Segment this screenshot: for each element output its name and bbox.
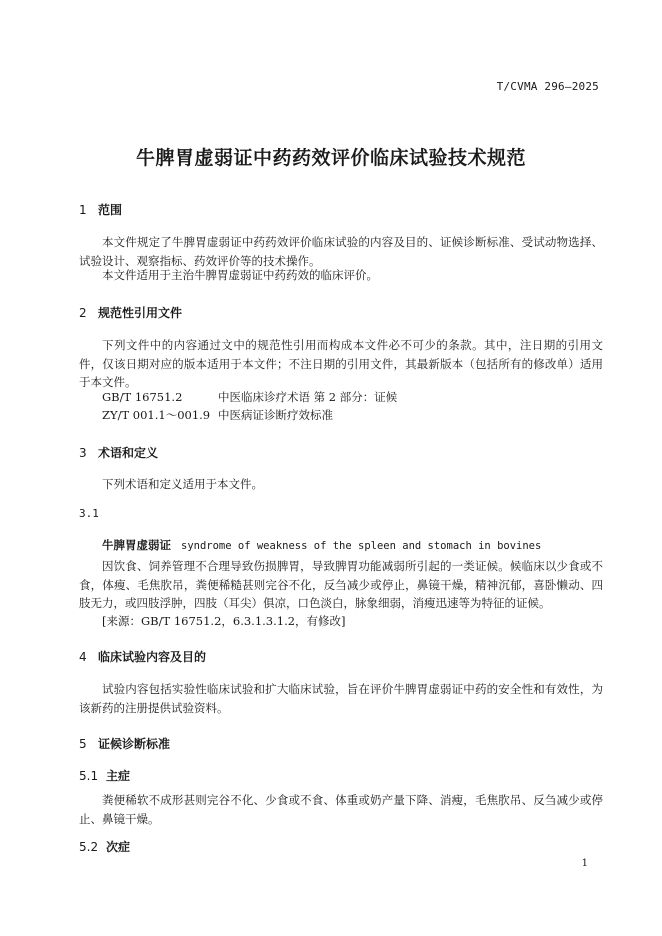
section-3-heading [79,444,158,461]
section-5-1-heading [79,767,130,784]
term-source: [来源：GB/T 16751.2，6.3.1.3.1.2，有修改] [102,614,346,628]
section-5-heading [79,735,170,752]
section-4-paragraph-1: 试验内容包括实验性临床试验和扩大临床试验，旨在评价牛脾胃虚弱证中药的安全性和有效性，为该新药的注册提供试验资料。 [79,682,603,715]
section-number: 5.1 [79,769,99,783]
section-number: 1 [79,203,87,217]
term-english: syndrome of weakness of the spleen and stomach in bovines [181,540,542,552]
reference-item [102,389,397,405]
section-title: 术语和定义 [98,446,159,460]
reference-name: 中医病证诊断疗效标准 [218,408,333,422]
section-title: 主症 [106,769,131,783]
section-4-heading [79,648,206,665]
section-1-heading [79,201,122,218]
section-number: 2 [79,306,87,320]
reference-code: GB/T 16751.2 [102,390,183,404]
section-1-paragraph-1: 本文件规定了牛脾胃虚弱证中药药效评价临床试验的内容及目的、证候诊断标准、受试动物选择、试验设计、观察指标、药效评价等的技术操作。 [79,235,603,268]
section-5-1-paragraph-1: 粪便稀软不成形甚则完谷不化、少食或不食、体重或奶产量下降、消瘦，毛焦肷吊、反刍减少或停止、鼻镜干燥。 [79,793,603,826]
section-title: 范围 [98,203,123,217]
section-number: 4 [79,650,87,664]
page-number: 1 [581,858,588,869]
section-3-paragraph-1: 下列术语和定义适用于本文件。 [102,477,263,491]
section-2-heading [79,304,182,321]
section-5-2-heading [79,838,130,855]
term-chinese: 牛脾胃虚弱证 [102,538,171,552]
section-2-paragraph-1: 下列文件中的内容通过文中的规范性引用而构成本文件必不可少的条款。其中，注日期的引用文件，仅该日期对应的版本适用于本文件；不注日期的引用文件，其最新版本（包括所有的修改单）适用于本文件。 [79,338,603,389]
reference-item [102,407,333,423]
reference-code: ZY/T 001.1～001.9 [102,408,211,422]
term-definition: 因饮食、饲养管理不合理导致伤损脾胃，导致脾胃功能减弱所引起的一类证候。候临床以少食或不食，体瘦、毛焦肷吊，粪便稀糙甚则完谷不化，反刍减少或停止，鼻镜干燥，精神沉郁，喜卧懒动、四肢无力，或四肢浮肿，四肢（耳尖）俱凉，口色淡白，脉象细弱，消瘦迅速等为特征的证候。 [79,559,603,610]
section-number: 5 [79,737,87,751]
document-title: 牛脾胃虚弱证中药药效评价临床试验技术规范 [135,147,526,169]
section-title: 证候诊断标准 [98,737,171,751]
section-number: 3 [79,446,87,460]
section-1-paragraph-2: 本文件适用于主治牛脾胃虚弱证中药药效的临床评价。 [102,268,378,282]
section-number: 5.2 [79,840,99,854]
section-title: 次症 [106,840,131,854]
term-number: 3.1 [79,507,99,520]
term-entry [102,537,541,553]
section-title: 临床试验内容及目的 [98,650,207,664]
reference-name: 中医临床诊疗术语 第 2 部分：证候 [218,390,398,404]
section-title: 规范性引用文件 [98,306,183,320]
standard-code: T/CVMA 296—2025 [496,80,599,93]
